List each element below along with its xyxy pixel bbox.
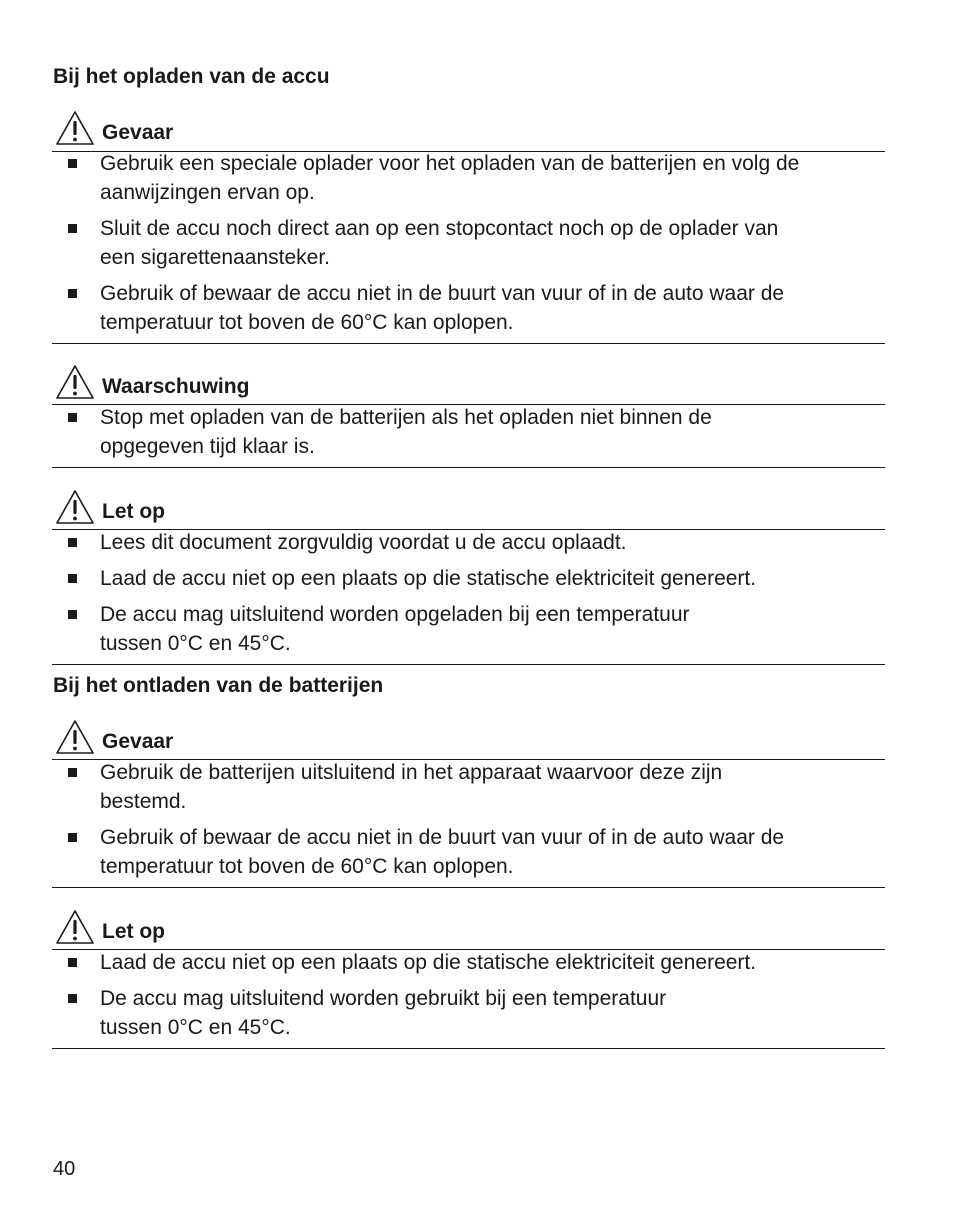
divider: [52, 467, 885, 468]
warning-triangle-icon: [55, 909, 95, 945]
list-item: De accu mag uitsluitend worden opgeladen bij een temperatuur tussen 0°C en 45°C.: [53, 600, 883, 658]
bullet-list: [53, 528, 883, 665]
warning-header: [55, 110, 173, 146]
warning-label: Let op: [102, 920, 165, 943]
list-item: De accu mag uitsluitend worden gebruikt bij een temperatuur tussen 0°C en 45°C.: [53, 984, 883, 1042]
section-title: Bij het ontladen van de batterijen: [53, 674, 384, 697]
list-item: Gebruik een speciale oplader voor het opladen van de batterijen en volg de aanwijzingen ervan op.: [53, 149, 883, 207]
bullet-square: [68, 289, 77, 298]
warning-label: Gevaar: [102, 730, 174, 753]
bullet-square: [68, 610, 77, 619]
warning-header: [55, 909, 165, 945]
bullet-list: [53, 403, 883, 468]
divider: [52, 887, 885, 888]
bullet-list: [53, 149, 883, 344]
warning-triangle-icon: [55, 719, 95, 755]
section-title: Bij het opladen van de accu: [53, 65, 330, 88]
list-item: Laad de accu niet op een plaats op die statische elektriciteit genereert.: [53, 564, 883, 593]
page-number: 40: [53, 1158, 76, 1180]
bullet-square: [68, 768, 77, 777]
bullet-list: [53, 948, 883, 1049]
warning-triangle-icon: [55, 364, 95, 400]
list-item: Gebruik of bewaar de accu niet in de buurt van vuur of in de auto waar de temperatuur tot boven de 60°C kan oplopen.: [53, 823, 883, 881]
bullet-square: [68, 413, 77, 422]
warning-triangle-icon: [55, 489, 95, 525]
divider: [52, 1048, 885, 1049]
list-item: Gebruik of bewaar de accu niet in de buurt van vuur of in de auto waar de temperatuur tot boven de 60°C kan oplopen.: [53, 279, 883, 337]
divider: [52, 664, 885, 665]
list-item: Stop met opladen van de batterijen als het opladen niet binnen de opgegeven tijd klaar is.: [53, 403, 883, 461]
warning-header: [55, 364, 249, 400]
list-item: Lees dit document zorgvuldig voordat u de accu oplaadt.: [53, 528, 883, 557]
bullet-square: [68, 994, 77, 1003]
divider: [52, 343, 885, 344]
bullet-square: [68, 958, 77, 967]
warning-header: [55, 489, 165, 525]
bullet-square: [68, 833, 77, 842]
warning-label: Let op: [102, 500, 165, 523]
warning-label: Gevaar: [102, 121, 174, 144]
bullet-square: [68, 159, 77, 168]
bullet-square: [68, 574, 77, 583]
warning-header: [55, 719, 173, 755]
warning-label: Waarschuwing: [102, 375, 250, 398]
list-item: Laad de accu niet op een plaats op die statische elektriciteit genereert.: [53, 948, 883, 977]
bullet-square: [68, 538, 77, 547]
bullet-list: [53, 758, 883, 888]
list-item: Gebruik de batterijen uitsluitend in het apparaat waarvoor deze zijn bestemd.: [53, 758, 883, 816]
list-item: Sluit de accu noch direct aan op een stopcontact noch op de oplader van een sigarettenaansteker.: [53, 214, 883, 272]
bullet-square: [68, 224, 77, 233]
warning-triangle-icon: [55, 110, 95, 146]
